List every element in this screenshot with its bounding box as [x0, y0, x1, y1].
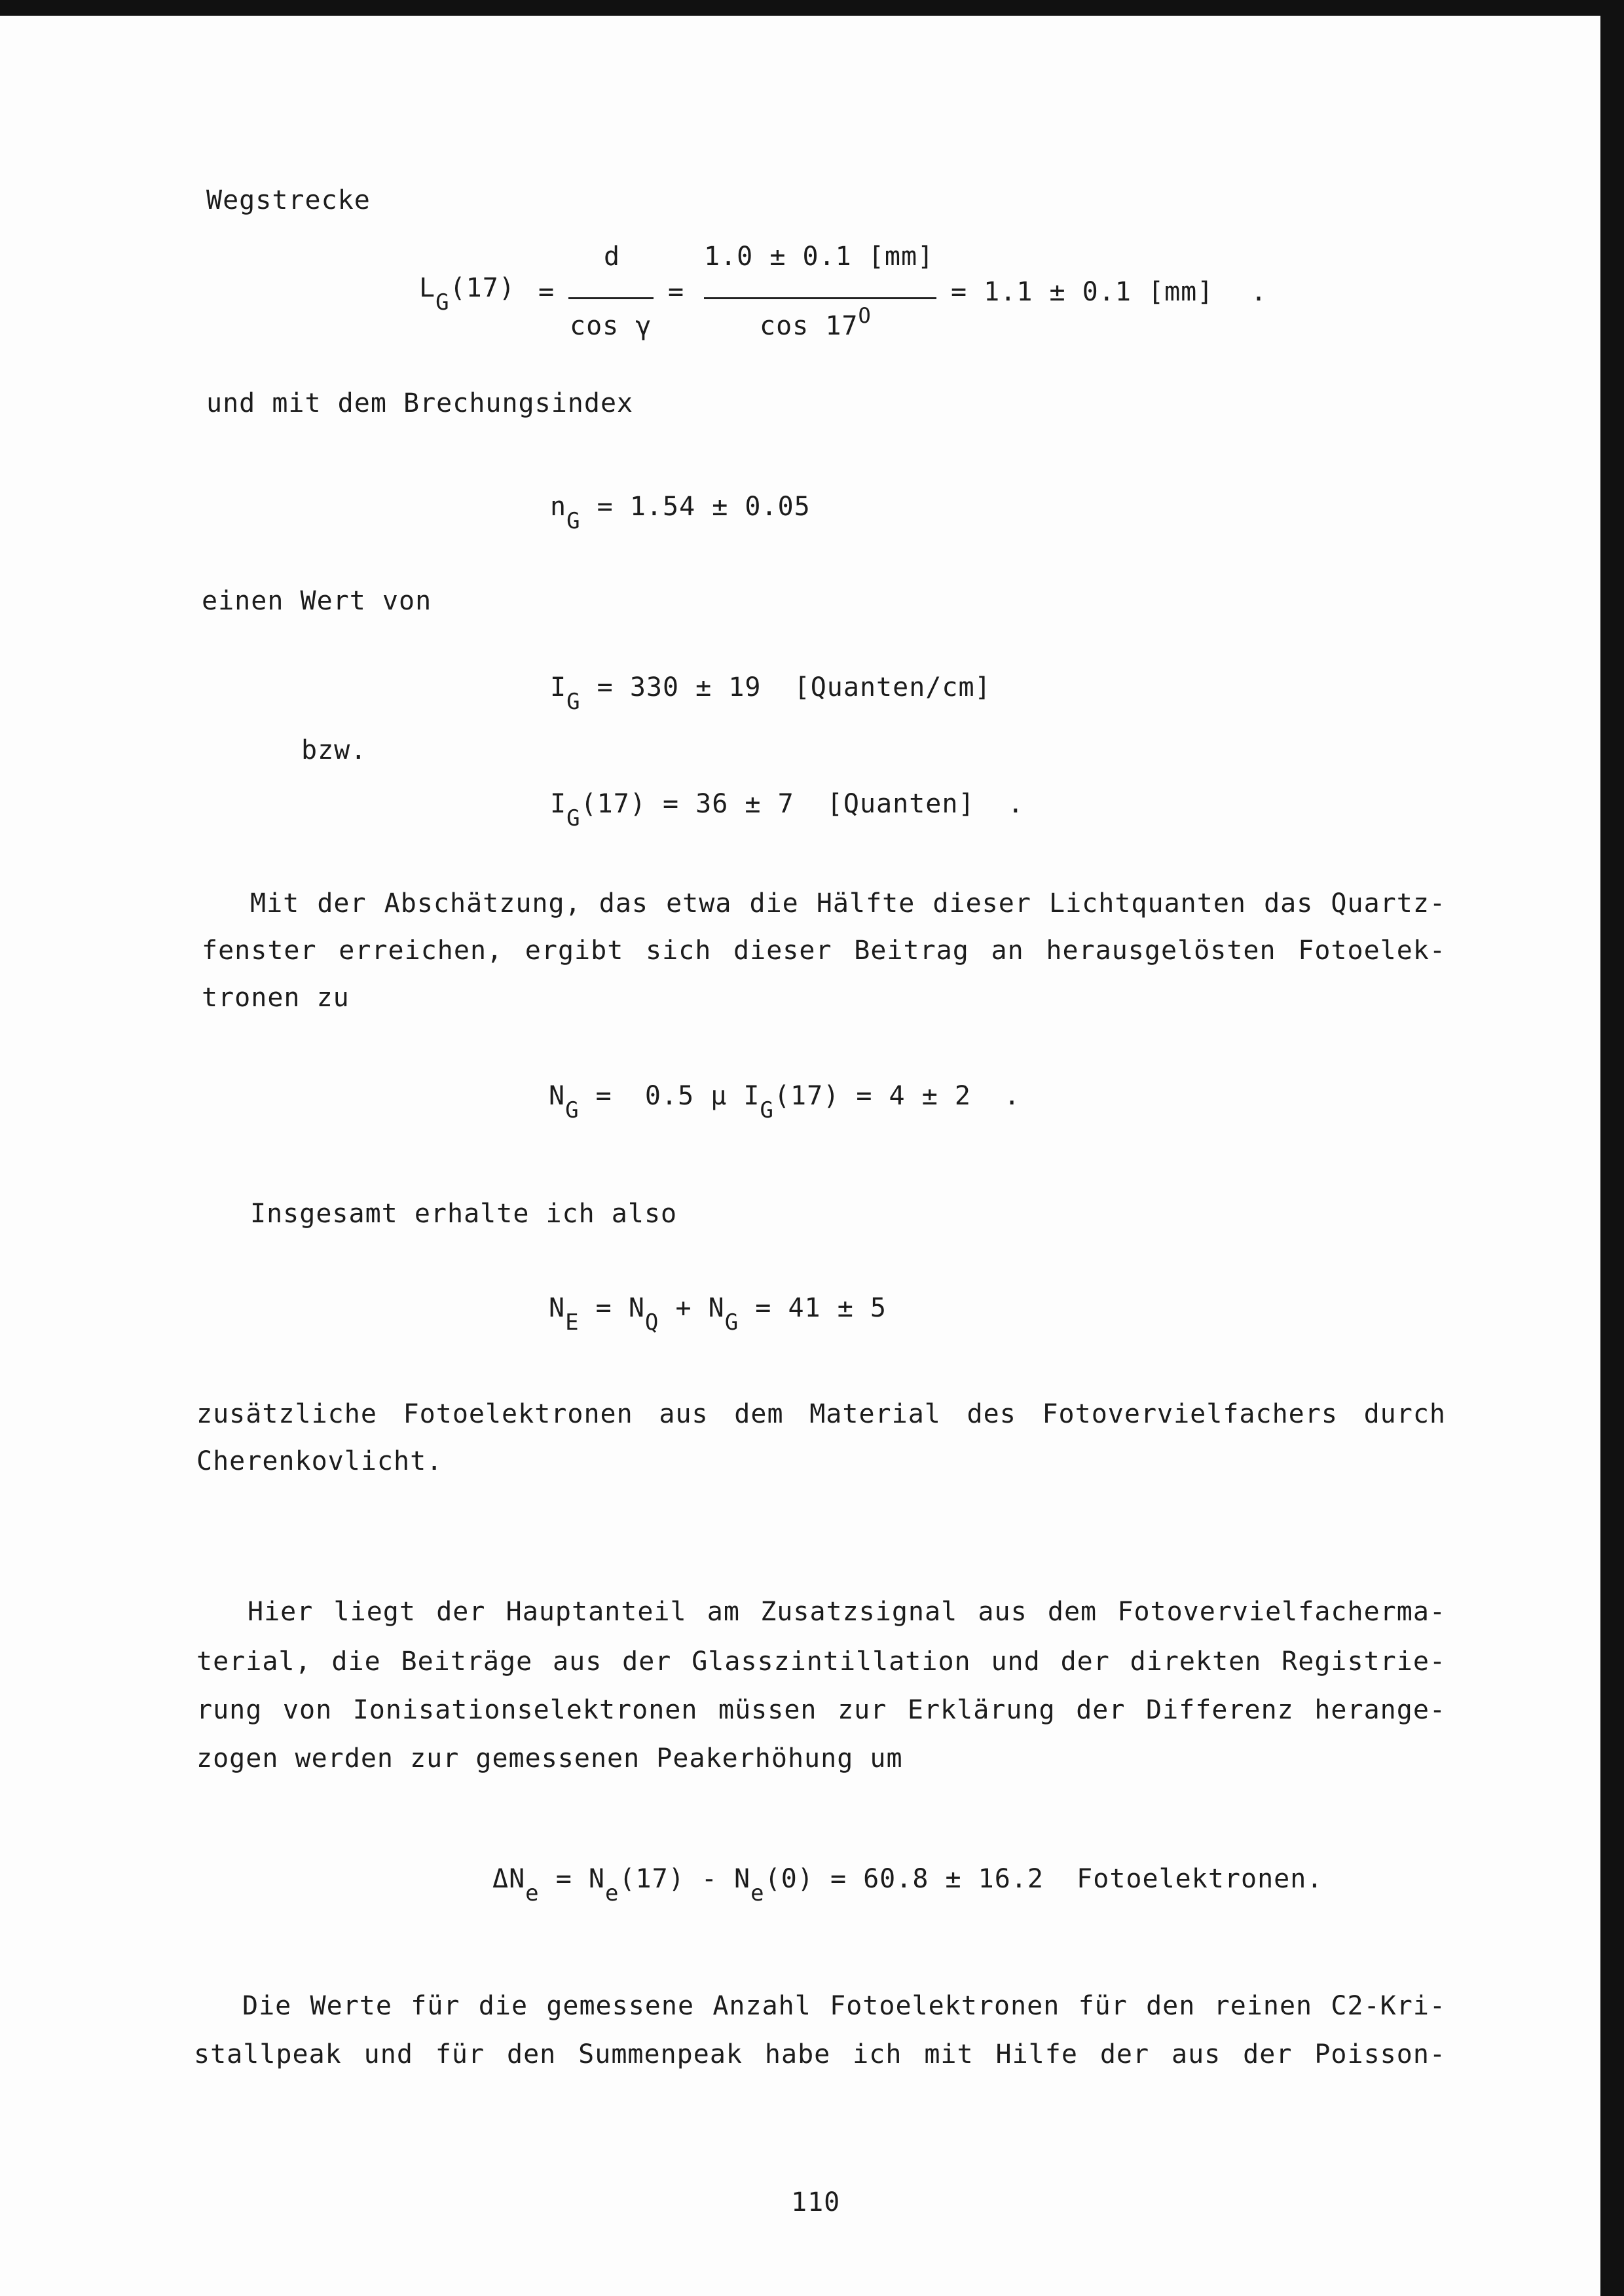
eq1-denominator-1: cos γ	[570, 311, 652, 341]
label-insgesamt: Insgesamt erhalte ich also	[250, 1199, 678, 1229]
eq1-period: .	[1251, 277, 1268, 307]
para1-line-3: tronen zu	[202, 983, 350, 1013]
document-page	[0, 16, 1600, 2296]
equation-peak-increase: $\Delta N_e = N_e(17) - N_e(0) = 60.8 \pm 16.2$ Fotoelektronen.	[492, 1864, 1323, 1906]
equation-quanta-17: $I_G(17) = 36 \pm 7$ [Quanten] .	[550, 789, 1024, 831]
eq1-lhs: $L_G(17)$	[419, 273, 515, 316]
eq1-equals-2: =	[668, 277, 685, 307]
label-bzw: bzw.	[301, 735, 367, 765]
equation-refractive-index: $n_G = 1.54 \pm 0.05$	[550, 492, 811, 534]
eq1-numerator-2: 1.0 ± 0.1 [mm]	[704, 242, 934, 272]
zusaetzliche-line-2: Cherenkovlicht.	[196, 1446, 443, 1476]
eq1-result: = 1.1 ± 0.1 [mm]	[951, 277, 1214, 307]
para2-line-1: Hier liegt der Hauptanteil am Zusatzsignal aus dem Fotovervielfacherma-	[248, 1597, 1446, 1627]
para3-line-2: stallpeak und für den Summenpeak habe ich mit Hilfe der aus der Poisson-	[194, 2039, 1446, 2069]
page-number: 110	[791, 2187, 841, 2217]
zusaetzliche-line-1: zusätzliche Fotoelektronen aus dem Material des Fotovervielfachers durch	[196, 1399, 1446, 1429]
para2-line-3: rung von Ionisationselektronen müssen zur Erklärung der Differenz herange-	[196, 1695, 1446, 1725]
para1-line-2: fenster erreichen, ergibt sich dieser Beitrag an herausgelösten Fotoelek-	[202, 936, 1446, 966]
para3-line-1: Die Werte für die gemessene Anzahl Fotoelektronen für den reinen C2-Kri-	[242, 1991, 1446, 2021]
eq1-fraction-bar-1	[568, 297, 654, 299]
para2-line-2: terial, die Beiträge aus der Glasszintillation und der direkten Registrie-	[196, 1647, 1446, 1677]
label-einen-wert: einen Wert von	[202, 586, 432, 616]
para2-line-4: zogen werden zur gemessenen Peakerhöhung um	[196, 1743, 903, 1774]
equation-total-photoelectrons: $N_E = N_Q + N_G = 41 \pm 5$	[549, 1293, 887, 1336]
para1-line-1: Mit der Abschätzung, das etwa die Hälfte dieser Lichtquanten das Quartz-	[250, 888, 1446, 919]
eq1-numerator-1: d	[604, 242, 621, 272]
equation-photoelectrons-glass: $N_G = 0.5$ μ $I_G(17) = 4 \pm 2$ .	[549, 1081, 1021, 1123]
label-wegstrecke: Wegstrecke	[206, 185, 371, 215]
eq1-denominator-2: $\cos 17^O$	[760, 303, 872, 341]
eq1-equals-1: =	[538, 277, 555, 307]
eq1-fraction-bar-2	[704, 297, 936, 299]
equation-quanta-per-cm: $I_G = 330 \pm 19$ [Quanten/cm]	[550, 672, 991, 715]
label-und-mit: und mit dem Brechungsindex	[206, 388, 634, 418]
